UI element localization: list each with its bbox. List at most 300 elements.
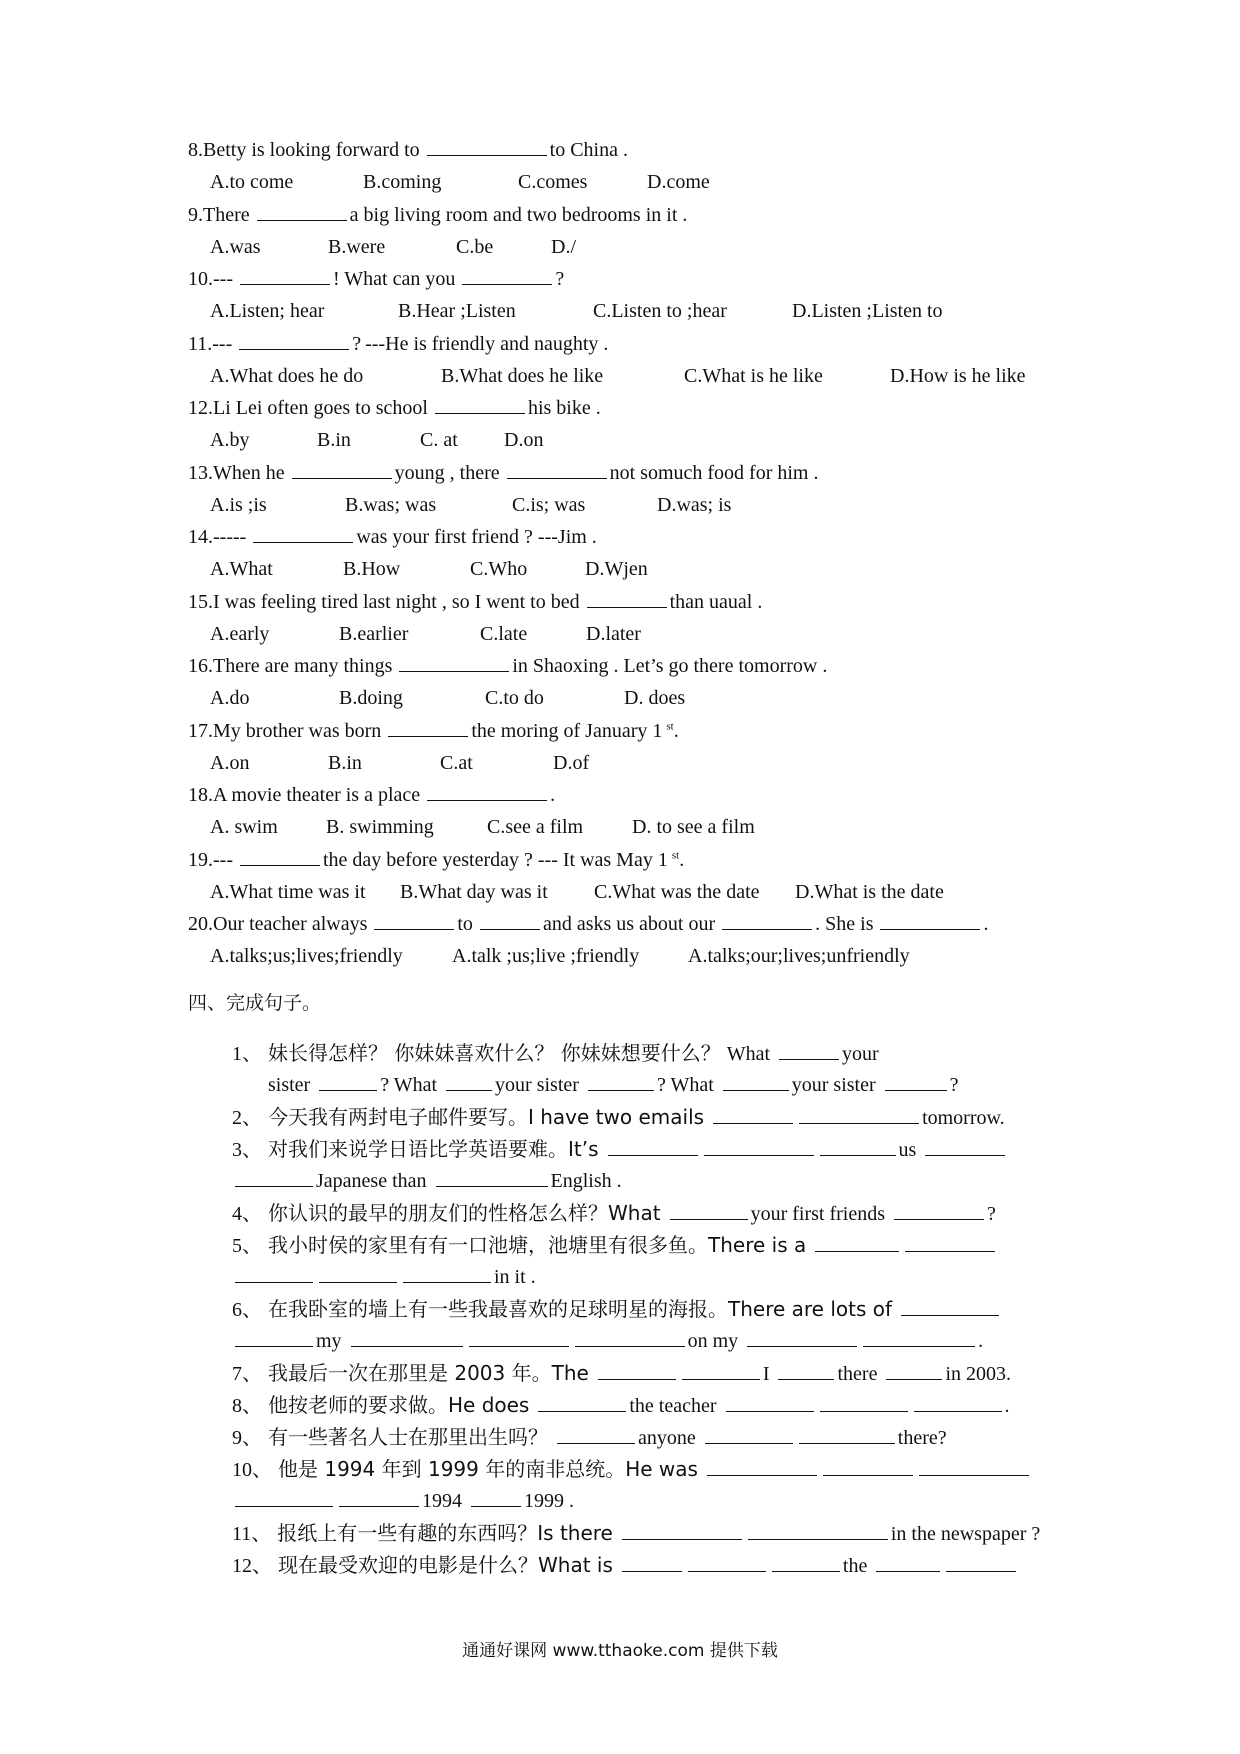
option-a[interactable]	[210, 621, 269, 647]
option-a[interactable]	[210, 169, 293, 195]
option-label: A.was	[210, 235, 261, 258]
option-label: A.early	[210, 622, 270, 645]
option-label: A.talk ;us;live ;friendly	[452, 945, 640, 967]
sentence-s5b	[232, 1264, 542, 1290]
sentence-text: 10、	[232, 1459, 272, 1481]
option-b[interactable]	[339, 685, 403, 711]
sentence-text: 2、	[232, 1107, 262, 1129]
option-a[interactable]	[210, 234, 261, 260]
answer-blank[interactable]	[799, 1425, 895, 1444]
answer-blank[interactable]	[886, 1361, 942, 1380]
answer-blank[interactable]	[399, 653, 509, 672]
answer-blank[interactable]	[351, 1328, 463, 1347]
option-d[interactable]	[657, 492, 731, 518]
option-c[interactable]	[420, 427, 458, 453]
sentence-text: 他按老师的要求做。He does	[268, 1393, 530, 1417]
option-label: D.Wjen	[585, 558, 648, 580]
sentence-s12	[232, 1552, 1019, 1579]
answer-blank[interactable]	[894, 1201, 984, 1220]
question-8	[188, 137, 632, 163]
answer-blank[interactable]	[587, 589, 667, 608]
answer-blank[interactable]	[480, 911, 540, 930]
option-b[interactable]	[452, 943, 639, 969]
sentence-text: ? What	[656, 1074, 714, 1096]
question-text: in Shaoxing . Let’s go there tomorrow .	[512, 655, 828, 677]
answer-blank[interactable]	[471, 1488, 521, 1507]
question-text: Li Lei often goes to school	[213, 397, 428, 419]
question-text: the moring of January 1	[471, 719, 663, 742]
question-11	[188, 331, 612, 357]
question-17	[188, 718, 679, 744]
option-c[interactable]	[470, 556, 527, 582]
option-c[interactable]	[593, 298, 727, 324]
option-a[interactable]	[210, 492, 267, 518]
question-number: 10.	[188, 268, 213, 290]
question-number: 15.	[188, 590, 213, 613]
sentence-text: your	[842, 1043, 879, 1065]
sentence-text: 有一些著名人士在那里出生吗？	[268, 1425, 548, 1449]
question-text: A movie theater is a place	[213, 784, 421, 806]
sentence-text: anyone	[638, 1427, 696, 1449]
question-text: There	[203, 203, 250, 226]
question-number: 11.	[188, 332, 213, 355]
sentence-s11	[232, 1520, 1046, 1547]
sentence-text: 你认识的最早的朋友们的性格怎么样？What	[268, 1201, 661, 1225]
option-d[interactable]	[792, 298, 943, 324]
answer-blank[interactable]	[469, 1328, 569, 1347]
question-text: There are many things	[213, 655, 393, 677]
option-d[interactable]	[624, 685, 685, 711]
option-c[interactable]	[684, 363, 823, 389]
answer-blank[interactable]	[436, 1168, 548, 1187]
question-number: 9.	[188, 203, 203, 226]
sentence-s7	[232, 1360, 1017, 1387]
sentence-text: 11、	[232, 1523, 272, 1545]
answer-blank[interactable]	[235, 1488, 333, 1507]
answer-blank[interactable]	[820, 1137, 896, 1156]
question-16	[188, 653, 831, 679]
answer-blank[interactable]	[670, 1201, 748, 1220]
answer-blank[interactable]	[339, 1488, 419, 1507]
question-number: 19.	[188, 848, 213, 871]
question-13	[188, 460, 823, 486]
option-c[interactable]	[594, 879, 760, 905]
option-c[interactable]	[485, 685, 544, 711]
option-label: B.were	[328, 235, 386, 258]
answer-blank[interactable]	[747, 1328, 857, 1347]
sentence-text: tomorrow.	[922, 1107, 1005, 1129]
question-15	[188, 589, 766, 615]
answer-blank[interactable]	[823, 1457, 913, 1476]
option-label: C.Listen to ;hear	[593, 300, 727, 322]
option-label: B.earlier	[339, 622, 409, 645]
option-label: D. to see a film	[632, 816, 755, 838]
option-label: B. swimming	[326, 816, 434, 838]
sentence-text: 4、	[232, 1203, 262, 1225]
option-label: B.in	[317, 429, 351, 451]
section-title	[188, 990, 321, 1016]
answer-blank[interactable]	[403, 1264, 491, 1283]
sentence-text: there	[837, 1363, 878, 1385]
option-a[interactable]	[210, 943, 403, 969]
question-18	[188, 782, 559, 808]
question-19	[188, 847, 684, 873]
question-text: his bike .	[527, 397, 601, 419]
answer-blank[interactable]	[319, 1072, 377, 1091]
answer-blank[interactable]	[427, 782, 547, 801]
question-text: Betty is looking forward to	[203, 139, 420, 161]
option-label: C.at	[440, 751, 473, 774]
answer-blank[interactable]	[435, 395, 525, 414]
answer-blank[interactable]	[235, 1328, 313, 1347]
option-label: A.What	[210, 558, 273, 580]
option-b[interactable]	[345, 492, 436, 518]
sentence-text: .	[1004, 1395, 1010, 1417]
option-b[interactable]	[317, 427, 351, 453]
sentence-text: in the newspaper ?	[890, 1523, 1041, 1545]
sentence-text: my	[316, 1330, 342, 1352]
answer-blank[interactable]	[292, 460, 392, 479]
answer-blank[interactable]	[778, 1361, 834, 1380]
sentence-text: your sister	[495, 1074, 579, 1096]
option-label: B.coming	[363, 171, 442, 193]
question-text: the day before yesterday ? --- It was May 1	[322, 848, 668, 871]
option-label: A.talks;us;lives;friendly	[210, 945, 403, 967]
answer-blank[interactable]	[820, 1393, 908, 1412]
option-label: A. swim	[210, 816, 278, 838]
option-label: C.What was the date	[594, 880, 760, 903]
answer-blank[interactable]	[919, 1457, 1029, 1476]
question-text: to	[457, 913, 473, 935]
sentence-s10b	[232, 1488, 580, 1514]
option-label: C.see a film	[487, 816, 584, 838]
answer-blank[interactable]	[863, 1328, 975, 1347]
question-text: to China .	[549, 139, 628, 161]
option-label: A.What does he do	[210, 364, 364, 387]
answer-blank[interactable]	[723, 1072, 789, 1091]
sentence-text: 报纸上有一些有趣的东西吗？Is there	[277, 1521, 613, 1545]
option-b[interactable]	[441, 363, 603, 389]
footer-credit: 通通好课网 www.tthaoke.com 提供下载	[462, 1641, 778, 1661]
question-number: 17.	[188, 719, 213, 742]
sentence-text: 1、	[232, 1043, 262, 1065]
option-c[interactable]	[456, 234, 493, 260]
option-c[interactable]	[512, 492, 585, 518]
question-text: ---	[213, 848, 233, 871]
option-a[interactable]	[210, 363, 363, 389]
question-14	[188, 524, 601, 550]
sentence-text: Japanese than	[316, 1170, 427, 1192]
answer-blank[interactable]	[240, 266, 330, 285]
question-text: ---	[212, 332, 233, 355]
option-label: D./	[551, 235, 576, 258]
sentence-s3a	[232, 1136, 1008, 1163]
option-b[interactable]	[339, 621, 408, 647]
answer-blank[interactable]	[885, 1072, 947, 1091]
sentence-text: your first friends	[750, 1203, 885, 1225]
option-label: A.by	[210, 429, 250, 451]
option-label: C.comes	[518, 171, 588, 193]
answer-blank[interactable]	[905, 1233, 995, 1252]
option-label: A.talks;our;lives;unfriendly	[688, 945, 910, 967]
answer-blank[interactable]	[946, 1553, 1016, 1572]
answer-blank[interactable]	[239, 331, 349, 350]
sentence-text: 5、	[232, 1235, 262, 1257]
sentence-text: .	[978, 1330, 984, 1352]
sentence-text: ? What	[380, 1074, 438, 1096]
sentence-text: 现在最受欢迎的电影是什么？What is	[278, 1553, 613, 1577]
answer-blank[interactable]	[707, 1457, 817, 1476]
answer-blank[interactable]	[722, 911, 812, 930]
answer-blank[interactable]	[748, 1521, 888, 1540]
question-text: Our teacher always	[213, 913, 368, 935]
option-c[interactable]	[518, 169, 587, 195]
sentence-text: 在我卧室的墙上有一些我最喜欢的足球明星的海报。There are lots of	[268, 1297, 893, 1321]
answer-blank[interactable]	[799, 1105, 919, 1124]
option-label: C.What is he like	[684, 364, 823, 387]
option-label: B.What day was it	[400, 880, 548, 903]
sentence-text: in it .	[494, 1266, 536, 1288]
question-number: 20.	[188, 913, 213, 935]
option-c[interactable]	[487, 814, 583, 840]
option-label: D.Listen ;Listen to	[792, 300, 943, 322]
question-text: ?	[555, 268, 565, 290]
sentence-text: in 2003.	[945, 1363, 1012, 1385]
sentence-text: 对我们来说学日语比学英语要难。It’s	[268, 1137, 599, 1161]
option-d[interactable]	[585, 556, 648, 582]
section-title-text: 四、完成句子。	[188, 992, 322, 1014]
sentence-text: there?	[897, 1427, 947, 1449]
option-label: C.late	[480, 622, 528, 645]
option-c[interactable]	[480, 621, 527, 647]
sentence-text: us	[898, 1139, 917, 1161]
answer-blank[interactable]	[726, 1393, 814, 1412]
sentence-s1a	[232, 1040, 885, 1067]
option-a[interactable]	[210, 814, 278, 840]
sentence-text: 妹长得怎样？ 你妹妹喜欢什么？ 你妹妹想要什么？	[268, 1041, 721, 1065]
option-a[interactable]	[210, 879, 366, 905]
sentence-text: 12、	[232, 1555, 272, 1577]
ordinal-suffix: st	[671, 848, 680, 861]
answer-blank[interactable]	[688, 1553, 766, 1572]
answer-blank[interactable]	[772, 1553, 840, 1572]
option-label: C.to do	[485, 687, 544, 709]
option-label: A.to come	[210, 171, 294, 193]
option-b[interactable]	[343, 556, 400, 582]
option-b[interactable]	[363, 169, 441, 195]
sentence-s6a	[232, 1296, 1002, 1323]
sentence-s1b	[268, 1072, 965, 1098]
sentence-text: your sister	[791, 1074, 876, 1096]
answer-blank[interactable]	[388, 718, 468, 737]
option-d[interactable]	[795, 879, 944, 905]
question-text: .	[550, 784, 556, 806]
question-text: was your first friend ? ---Jim .	[356, 526, 597, 548]
option-d[interactable]	[551, 234, 576, 260]
sentence-text: 3、	[232, 1139, 262, 1161]
question-text: My brother was born	[213, 719, 382, 742]
sentence-text: the teacher	[629, 1395, 717, 1417]
sentence-text: the	[842, 1555, 868, 1577]
question-text: not somuch food for him .	[609, 461, 819, 484]
question-number: 16.	[188, 655, 213, 677]
option-d[interactable]	[586, 621, 641, 647]
question-number: 12.	[188, 397, 213, 419]
sentence-text: sister	[268, 1074, 311, 1096]
sentence-s5a	[232, 1232, 998, 1259]
answer-blank[interactable]	[374, 911, 454, 930]
question-text: and asks us about our	[542, 913, 716, 935]
sentence-text: on my	[687, 1330, 739, 1352]
answer-blank[interactable]	[682, 1361, 760, 1380]
answer-blank[interactable]	[446, 1072, 492, 1091]
question-text: a big living room and two bedrooms in it .	[349, 203, 688, 226]
answer-blank[interactable]	[779, 1041, 839, 1060]
ordinal-suffix: st	[666, 719, 674, 732]
option-c[interactable]	[688, 943, 910, 969]
question-10	[188, 266, 568, 292]
sentence-text: 9、	[232, 1427, 262, 1449]
option-a[interactable]	[210, 556, 273, 582]
answer-blank[interactable]	[462, 266, 552, 285]
question-text: .	[983, 913, 989, 935]
question-12	[188, 395, 605, 421]
option-label: B.How	[343, 558, 401, 580]
option-label: D.was; is	[657, 493, 732, 516]
option-d[interactable]	[890, 363, 1026, 389]
option-label: A.do	[210, 687, 250, 709]
option-label: A.on	[210, 751, 250, 774]
option-d[interactable]	[553, 750, 589, 776]
question-number: 8.	[188, 139, 203, 161]
question-text: .	[679, 848, 685, 871]
answer-blank[interactable]	[901, 1297, 999, 1316]
answer-blank[interactable]	[925, 1137, 1005, 1156]
option-label: D.on	[504, 429, 544, 451]
option-b[interactable]	[326, 814, 434, 840]
sentence-text: 1999 .	[524, 1490, 574, 1512]
question-text: When he	[213, 461, 285, 484]
sentence-text: ?	[949, 1074, 959, 1096]
answer-blank[interactable]	[608, 1137, 698, 1156]
option-label: B.doing	[339, 687, 403, 709]
question-9	[188, 202, 691, 228]
answer-blank[interactable]	[704, 1137, 814, 1156]
answer-blank[interactable]	[705, 1425, 793, 1444]
option-label: C.be	[456, 235, 494, 258]
answer-blank[interactable]	[257, 202, 347, 221]
sentence-s2	[232, 1104, 1011, 1131]
sentence-text: 8、	[232, 1395, 262, 1417]
option-a[interactable]	[210, 427, 249, 453]
answer-blank[interactable]	[319, 1264, 397, 1283]
answer-blank[interactable]	[575, 1328, 685, 1347]
sentence-s4	[232, 1200, 1002, 1227]
answer-blank[interactable]	[815, 1233, 899, 1252]
answer-blank[interactable]	[538, 1393, 626, 1412]
sentence-text: 他是 1994 年到 1999 年的南非总统。He was	[278, 1457, 698, 1481]
option-label: D.of	[553, 751, 590, 774]
answer-blank[interactable]	[235, 1264, 313, 1283]
answer-blank[interactable]	[253, 524, 353, 543]
question-text: ---	[213, 268, 233, 290]
option-d[interactable]	[632, 814, 755, 840]
option-label: D.come	[647, 171, 710, 193]
option-d[interactable]	[504, 427, 543, 453]
sentence-text: 1994	[422, 1490, 462, 1512]
option-d[interactable]	[647, 169, 710, 195]
answer-blank[interactable]	[914, 1393, 1002, 1412]
question-text: ?	[352, 332, 362, 355]
sentence-text: 7、	[232, 1363, 262, 1385]
sentence-text: 今天我有两封电子邮件要写。I have two emails	[268, 1105, 705, 1129]
answer-blank[interactable]	[557, 1425, 635, 1444]
question-text: young , there	[394, 461, 500, 484]
sentence-text: 我最后一次在那里是 2003 年。The	[268, 1361, 589, 1385]
option-label: D.How is he like	[890, 364, 1026, 387]
sentence-text: 我小时侯的家里有有一口池塘，池塘里有很多鱼。There is a	[268, 1233, 807, 1257]
option-label: A.Listen; hear	[210, 300, 325, 322]
question-number: 13.	[188, 461, 213, 484]
option-label: C.Who	[470, 558, 528, 580]
question-20	[188, 911, 992, 937]
option-label: D.What is the date	[795, 880, 944, 903]
option-label: A.is ;is	[210, 493, 267, 516]
answer-blank[interactable]	[507, 460, 607, 479]
option-label: D.later	[586, 622, 641, 645]
answer-blank[interactable]	[622, 1521, 742, 1540]
option-a[interactable]	[210, 750, 249, 776]
option-label: B.What does he like	[441, 364, 604, 387]
sentence-s8	[232, 1392, 1016, 1419]
option-b[interactable]	[328, 234, 385, 260]
option-b[interactable]	[400, 879, 548, 905]
option-a[interactable]	[210, 298, 324, 324]
option-label: B.in	[328, 751, 362, 774]
answer-blank[interactable]	[588, 1072, 654, 1091]
option-label: D. does	[624, 687, 686, 709]
answer-blank[interactable]	[235, 1168, 313, 1187]
answer-blank[interactable]	[240, 847, 320, 866]
option-a[interactable]	[210, 685, 249, 711]
option-b[interactable]	[398, 298, 516, 324]
option-label: B.was; was	[345, 493, 437, 516]
answer-blank[interactable]	[876, 1553, 940, 1572]
option-label: C. at	[420, 429, 458, 451]
question-text: -----	[213, 526, 247, 548]
question-number: 14.	[188, 526, 213, 548]
question-text: .	[673, 719, 679, 742]
question-text: I was feeling tired last night , so I went to bed	[213, 590, 580, 613]
sentence-text: What	[726, 1043, 771, 1065]
sentence-s6b	[232, 1328, 989, 1354]
answer-blank[interactable]	[598, 1361, 676, 1380]
option-c[interactable]	[440, 750, 473, 776]
question-number: 18.	[188, 784, 213, 806]
question-text: ---He is friendly and naughty .	[365, 332, 609, 355]
answer-blank[interactable]	[880, 911, 980, 930]
answer-blank[interactable]	[622, 1553, 682, 1572]
sentence-s3b	[232, 1168, 628, 1194]
sentence-text: I	[762, 1363, 770, 1385]
option-label: C.is; was	[512, 493, 586, 516]
option-b[interactable]	[328, 750, 362, 776]
sentence-text: 6、	[232, 1299, 262, 1321]
answer-blank[interactable]	[713, 1105, 793, 1124]
sentence-text: English .	[550, 1170, 622, 1192]
question-text: ! What can you	[332, 268, 456, 290]
answer-blank[interactable]	[427, 137, 547, 156]
